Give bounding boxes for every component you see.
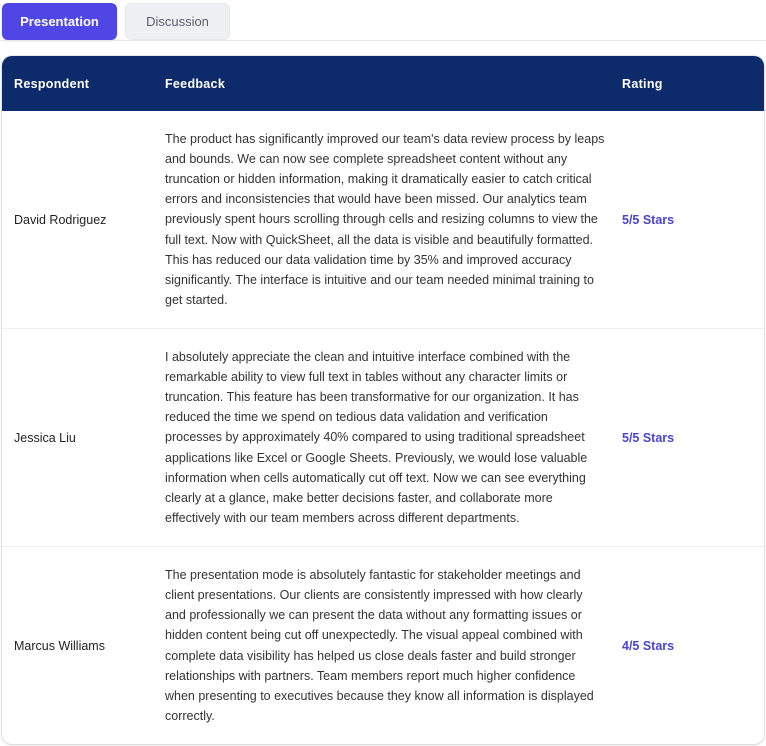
- table-row: [2, 547, 764, 744]
- column-header-respondent: Respondent: [14, 76, 90, 91]
- rating-value: 4/5 Stars: [622, 638, 675, 653]
- column-header-feedback: Feedback: [165, 76, 226, 91]
- feedback-text-content: The presentation mode is absolutely fantastic for stakeholder meetings and client presentations. Our clients are consistently impressed with how clearly and professionally we can present the data without any formatting issues or hidden content being cut off unexpectedly. The visual appeal combined with complete data visibility has helped us close deals faster and build stronger relationships with partners. Team members report much higher confidence when presenting to executives because they know all information is displayed correctly.: [165, 568, 594, 723]
- feedback-text: [165, 329, 605, 546]
- view-tabs: [2, 3, 230, 40]
- respondent-name: David Rodriguez: [14, 212, 107, 227]
- tab-presentation[interactable]: Presentation: [2, 3, 117, 40]
- respondent-name: Marcus Williams: [14, 638, 105, 653]
- table-row: [2, 329, 764, 547]
- tab-discussion[interactable]: Discussion: [125, 3, 230, 40]
- feedback-text: [165, 547, 605, 744]
- rating-value: 5/5 Stars: [622, 212, 675, 227]
- feedback-text-content: The product has significantly improved our team's data review process by leaps and bounds. We can now see complete spreadsheet content without any truncation or hidden information, making it dramatically easier to catch critical errors and inconsistencies that would have been missed. Our analytics team previously spent hours scrolling through cells and resizing columns to view the full text. Now with QuickSheet, all the data is visible and beautifully formatted. This has reduced our data validation time by 35% and improved accuracy significantly. The interface is intuitive and our team needed minimal training to get started.: [165, 132, 605, 307]
- feedback-text-content: I absolutely appreciate the clean and intuitive interface combined with the remarkable ability to view full text in tables without any character limits or truncation. This feature has been transformative for our organization. It has reduced the time we spend on tedious data validation and verification processes by approximately 40% compared to using traditional spreadsheet applications like Excel or Google Sheets. Previously, we would lose valuable information when cells automatically cut off text. Now we can see everything clearly at a glance, make better decisions faster, and collaborate more effectively with our team members across different departments.: [165, 350, 588, 525]
- feedback-text: [165, 111, 605, 328]
- rating-value: 5/5 Stars: [622, 430, 675, 445]
- column-header-rating: Rating: [622, 76, 663, 91]
- tab-divider: [0, 40, 766, 41]
- table-header: [2, 56, 764, 111]
- feedback-table: [2, 56, 764, 744]
- respondent-name: Jessica Liu: [14, 430, 76, 445]
- table-row: [2, 111, 764, 329]
